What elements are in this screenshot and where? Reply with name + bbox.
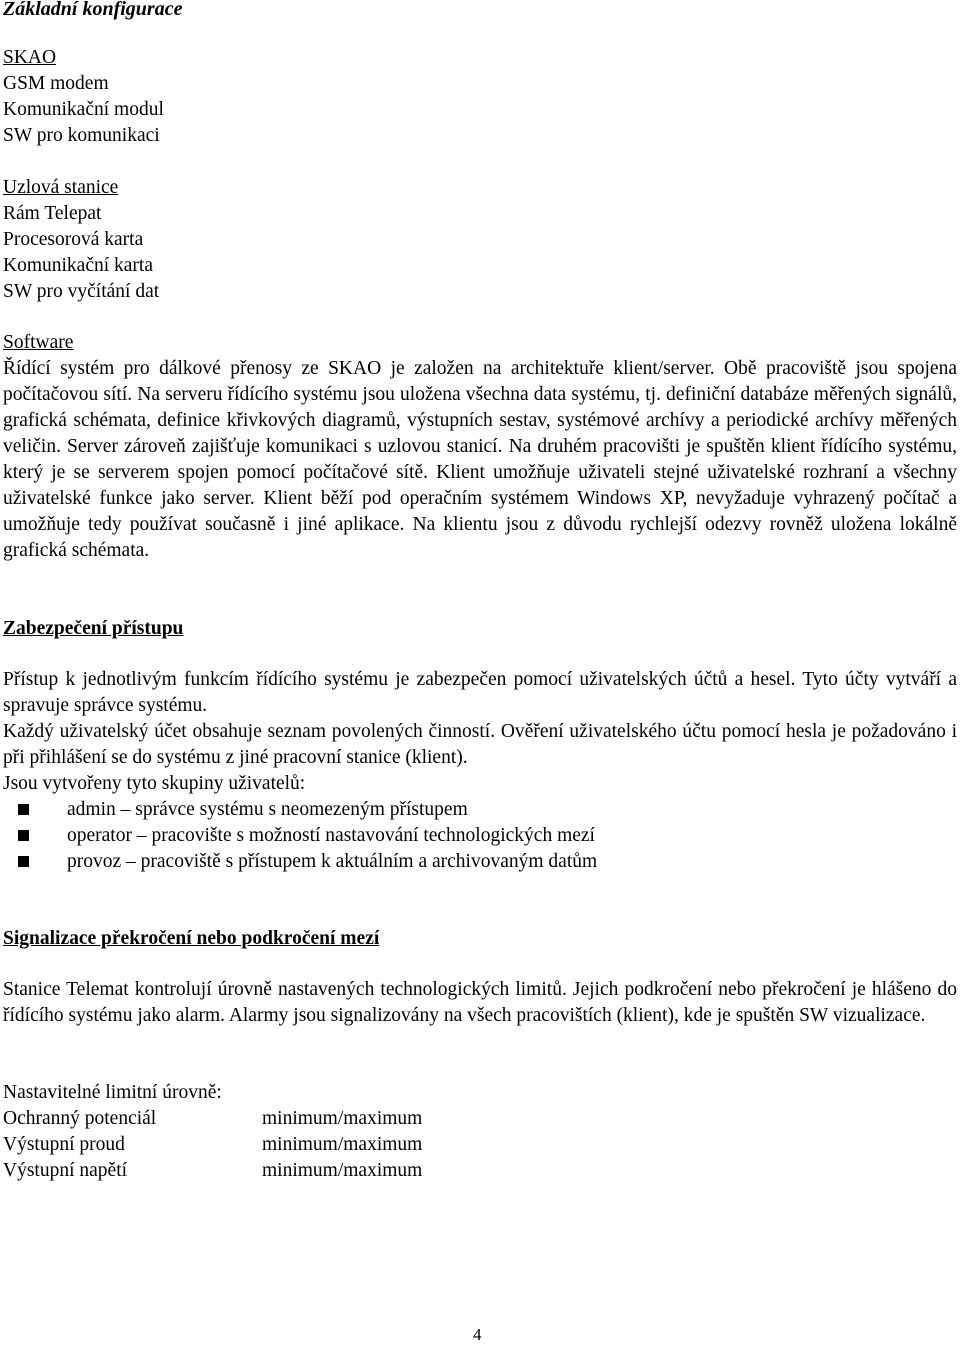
list-item: Komunikační karta <box>3 255 153 276</box>
page-number: 4 <box>473 1325 482 1344</box>
list-item: SW pro komunikaci <box>3 125 160 146</box>
list-item: GSM modem <box>3 73 109 94</box>
groups-intro: Jsou vytvořeny tyto skupiny uživatelů: <box>3 773 306 794</box>
security-paragraph-1: Přístup k jednotlivým funkcím řídícího systému je zabezpečen pomocí uživatelských účtů a hesel. Tyto účty vytváří a spravuje správce systému. <box>3 669 957 716</box>
software-section <box>3 330 957 564</box>
page-title: Základní konfigurace <box>3 0 183 20</box>
station-section <box>3 175 957 305</box>
user-groups-list <box>3 797 957 875</box>
list-item: provoz – pracoviště s přístupem k aktuálním a archivovaným datům <box>3 849 957 875</box>
limit-label: Výstupní napětí <box>3 1160 128 1181</box>
limit-label: Ochranný potenciál <box>3 1108 157 1129</box>
square-bullet-icon <box>18 856 29 867</box>
software-heading: Software <box>3 332 74 353</box>
limits-section <box>3 1080 423 1184</box>
table-row <box>3 1158 423 1184</box>
security-heading: Zabezpečení přístupu <box>3 618 184 639</box>
list-item: Procesorová karta <box>3 229 144 250</box>
security-section <box>3 667 957 875</box>
signal-heading: Signalizace překročení nebo podkročení mezí <box>3 928 380 949</box>
list-item: SW pro vyčítání dat <box>3 281 160 302</box>
skao-heading: SKAO <box>3 47 57 68</box>
limit-value: minimum/maximum <box>262 1134 423 1155</box>
list-item: operator – pracovište s možností nastavování technologických mezí <box>3 823 957 849</box>
limit-label: Výstupní proud <box>3 1134 125 1155</box>
limit-value: minimum/maximum <box>262 1108 423 1129</box>
limit-value: minimum/maximum <box>262 1160 423 1181</box>
security-paragraph-2: Každý uživatelský účet obsahuje seznam povolených činností. Ověření uživatelského účtu pomocí hesla je požadováno i při přihlášení se do systému z jiné pracovní stanice (klient). <box>3 721 957 768</box>
list-item: Komunikační modul <box>3 99 164 120</box>
station-heading: Uzlová stanice <box>3 177 119 198</box>
list-item: Rám Telepat <box>3 203 102 224</box>
skao-section <box>3 45 957 149</box>
limits-intro: Nastavitelné limitní úrovně: <box>3 1082 222 1103</box>
table-row <box>3 1132 423 1158</box>
square-bullet-icon <box>18 830 29 841</box>
table-row <box>3 1106 423 1132</box>
signal-paragraph: Stanice Telemat kontrolují úrovně nastavených technologických limitů. Jejich podkročení nebo překročení je hlášeno do řídícího systému jako alarm. Alarmy jsou signalizovány na všech pracovištích (klient), kde je spuštěn SW vizualizace. <box>3 979 957 1026</box>
list-item: admin – správce systému s neomezeným přístupem <box>3 797 957 823</box>
software-paragraph: Řídící systém pro dálkové přenosy ze SKAO je založen na architektuře klient/server. Obě pracoviště jsou spojena počítačovou sítí. Na serveru řídícího systému jsou uložena všechna data systému, tj. definiční databáze měřených signálů, grafická schémata, definice křivkových diagramů, výstupních sestav, systémové archívy a periodické archívy měřených veličin. Server zároveň zajišťuje komunikaci s uzlovou stanicí. Na druhém pracovišti je spuštěn klient řídícího systému, který je se serverem spojen pomocí počítačové sítě. Klient umožňuje uživateli stejné uživatelské rozhraní a všechny uživatelské funkce jako server. Klient běží pod operačním systémem Windows XP, nevyžaduje vyhrazený počítač a umožňuje tedy používat současně i jiné aplikace. Na klientu jsou z důvodu rychlejší odezvy rovněž uložena lokálně grafická schémata. <box>3 358 957 561</box>
square-bullet-icon <box>18 804 29 815</box>
